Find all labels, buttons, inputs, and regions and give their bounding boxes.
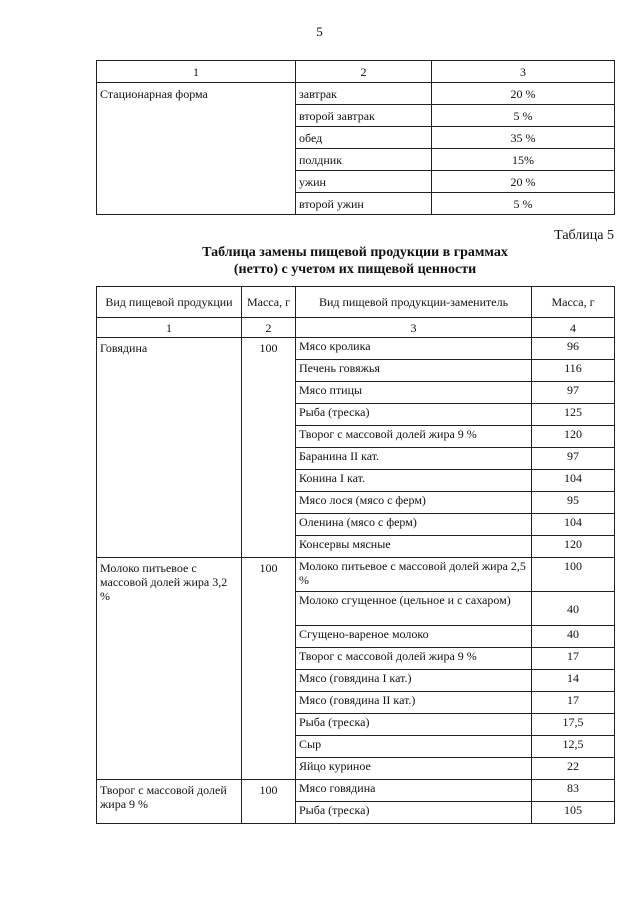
substitute-cell: Сгущено-вареное молоко (296, 626, 532, 648)
column-number-row (97, 318, 615, 338)
substitute-mass-cell: 40 (532, 626, 615, 648)
substitute-cell: Молоко питьевое с массовой долей жира 2,5 % (296, 558, 532, 592)
header-cell: 2 (296, 61, 432, 83)
substitute-cell: Рыба (треска) (296, 802, 532, 824)
food-substitution-table (96, 286, 615, 824)
substitute-cell: Конина I кат. (296, 470, 532, 492)
header-cell: Вид пищевой продукции-заменитель (296, 287, 532, 318)
column-number: 2 (242, 318, 296, 338)
product-mass-cell: 100 (242, 558, 296, 780)
table-title (96, 244, 614, 278)
substitute-cell: Мясо (говядина I кат.) (296, 670, 532, 692)
percent-cell: 5 % (432, 193, 615, 215)
product-mass-cell: 100 (242, 780, 296, 824)
substitute-mass-cell: 105 (532, 802, 615, 824)
substitute-cell: Консервы мясные (296, 536, 532, 558)
header-cell: Масса, г (242, 287, 296, 318)
percent-cell: 35 % (432, 127, 615, 149)
header-cell: Вид пищевой продукции (97, 287, 242, 318)
substitute-mass-cell: 97 (532, 448, 615, 470)
meal-cell: завтрак (296, 83, 432, 105)
substitute-mass-cell: 12,5 (532, 736, 615, 758)
product-cell: Говядина (97, 338, 242, 558)
substitute-cell: Творог с массовой долей жира 9 % (296, 426, 532, 448)
substitute-cell: Печень говяжья (296, 360, 532, 382)
substitute-mass-cell: 17 (532, 692, 615, 714)
substitute-mass-cell: 120 (532, 536, 615, 558)
table-header-row (97, 287, 615, 318)
table-header-row (97, 61, 615, 83)
substitute-cell: Рыба (треска) (296, 714, 532, 736)
substitute-mass-cell: 96 (532, 338, 615, 360)
table-row (97, 338, 615, 360)
form-cell: Стационарная форма (97, 83, 296, 215)
percent-cell: 20 % (432, 171, 615, 193)
substitute-mass-cell: 104 (532, 470, 615, 492)
substitute-cell: Мясо говядина (296, 780, 532, 802)
page-number: 5 (316, 24, 323, 39)
substitute-cell: Рыба (треска) (296, 404, 532, 426)
column-number: 3 (296, 318, 532, 338)
substitute-cell: Мясо лося (мясо с ферм) (296, 492, 532, 514)
substitute-mass-cell: 22 (532, 758, 615, 780)
title-line: Таблица замены пищевой продукции в граммах (202, 245, 508, 260)
meal-cell: второй ужин (296, 193, 432, 215)
title-line: (нетто) с учетом их пищевой ценности (233, 262, 477, 277)
percent-cell: 20 % (432, 83, 615, 105)
meal-cell: ужин (296, 171, 432, 193)
table-row (97, 83, 615, 105)
substitute-mass-cell: 97 (532, 382, 615, 404)
header-cell: Масса, г (532, 287, 615, 318)
meal-cell: обед (296, 127, 432, 149)
meal-cell: полдник (296, 149, 432, 171)
percent-cell: 15% (432, 149, 615, 171)
substitute-mass-cell: 95 (532, 492, 615, 514)
percent-cell: 5 % (432, 105, 615, 127)
substitute-cell: Мясо (говядина II кат.) (296, 692, 532, 714)
product-cell: Молоко питьевое с массовой долей жира 3,2 % (97, 558, 242, 780)
column-number: 1 (97, 318, 242, 338)
table-caption: Таблица 5 (554, 228, 614, 243)
column-number: 4 (532, 318, 615, 338)
substitute-cell: Мясо птицы (296, 382, 532, 404)
table-row (97, 558, 615, 592)
substitute-mass-cell: 83 (532, 780, 615, 802)
header-cell: 3 (432, 61, 615, 83)
product-mass-cell: 100 (242, 338, 296, 558)
substitute-cell: Творог с массовой долей жира 9 % (296, 648, 532, 670)
substitute-cell: Баранина II кат. (296, 448, 532, 470)
meal-distribution-table (96, 60, 615, 215)
substitute-mass-cell: 116 (532, 360, 615, 382)
header-cell: 1 (97, 61, 296, 83)
meal-cell: второй завтрак (296, 105, 432, 127)
substitute-mass-cell: 40 (532, 592, 615, 626)
substitute-mass-cell: 17,5 (532, 714, 615, 736)
substitute-cell: Молоко сгущенное (цельное и с сахаром) (296, 592, 532, 626)
table-row (97, 780, 615, 802)
substitute-mass-cell: 17 (532, 648, 615, 670)
product-cell: Творог с массовой долей жира 9 % (97, 780, 242, 824)
substitute-mass-cell: 120 (532, 426, 615, 448)
substitute-mass-cell: 104 (532, 514, 615, 536)
substitute-mass-cell: 14 (532, 670, 615, 692)
substitute-cell: Мясо кролика (296, 338, 532, 360)
substitute-cell: Оленина (мясо с ферм) (296, 514, 532, 536)
substitute-mass-cell: 100 (532, 558, 615, 592)
substitute-mass-cell: 125 (532, 404, 615, 426)
substitute-cell: Сыр (296, 736, 532, 758)
substitute-cell: Яйцо куриное (296, 758, 532, 780)
